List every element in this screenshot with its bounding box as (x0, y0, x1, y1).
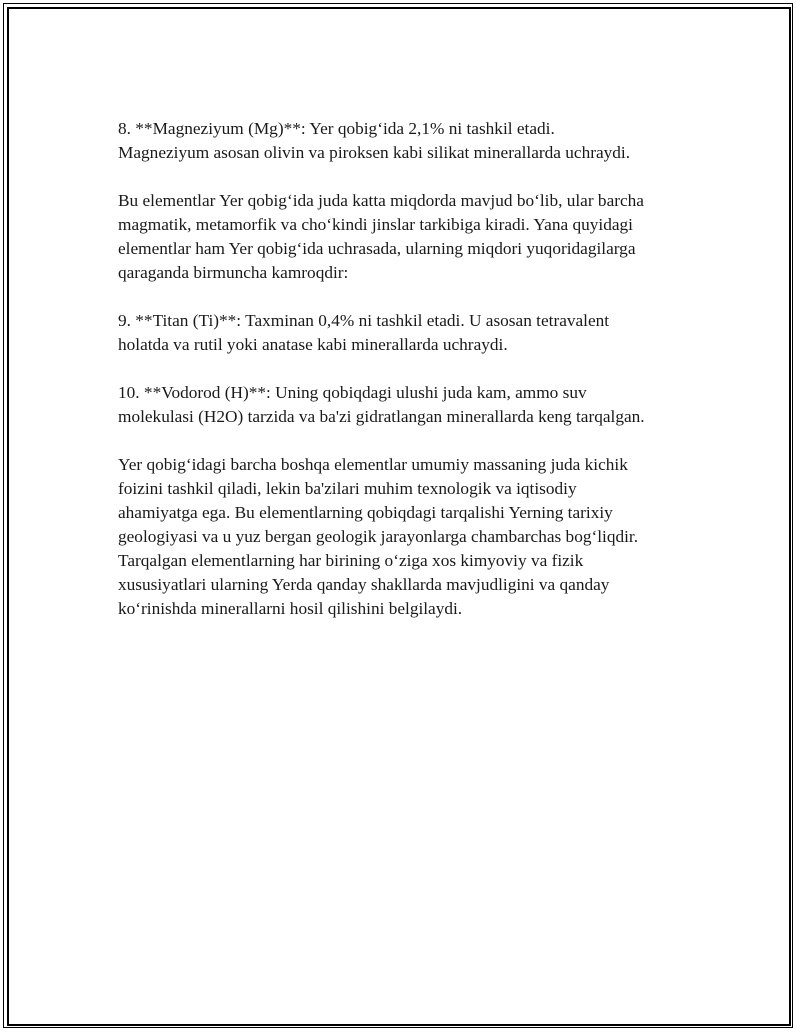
document-body (118, 117, 688, 645)
paragraph-crust-elements: Bu elementlar Yer qobig‘ida juda katta miqdorda mavjud bo‘lib, ular barcha magmatik, metamorfik va cho‘kindi jinslar tarkibiga kiradi. Yana quyidagi elementlar ham Yer qobig‘ida uchrasada, ularning miqdori yuqoridagilarga qaraganda birmuncha kamroqdir: (118, 191, 644, 282)
paragraph-hydrogen: 10. **Vodorod (H)**: Uning qobiqdagi ulushi juda kam, ammo suv molekulasi (H2O) tarzida va ba'zi gidratlangan minerallarda keng tarqalgan. (118, 383, 645, 426)
paragraph-titanium: 9. **Titan (Ti)**: Taxminan 0,4% ni tashkil etadi. U asosan tetravalent holatda va rutil yoki anatase kabi minerallarda uchraydi. (118, 311, 610, 354)
paragraph-magnesium: 8. **Magneziyum (Mg)**: Yer qobig‘ida 2,1% ni tashkil etadi. Magneziyum asosan olivin va piroksen kabi silikat minerallarda uchraydi. (118, 119, 631, 162)
paragraph-other-elements: Yer qobig‘idagi barcha boshqa elementlar umumiy massaning juda kichik foizini tashkil qiladi, lekin ba'zilari muhim texnologik va iqtisodiy ahamiyatga ega. Bu elementlarning qobiqdagi tarqalishi Yerning tarixiy geologiyasi va u yuz bergan geologik jarayonlarga chambarchas bog‘liqdir. Tarqalgan elementlarning har birining o‘ziga xos kimyoviy va fizik xususiyatlari ularning Yerda qanday shakllarda mavjudligini va qanday ko‘rinishda minerallarni hosil qilishini belgilaydi. (118, 455, 639, 618)
